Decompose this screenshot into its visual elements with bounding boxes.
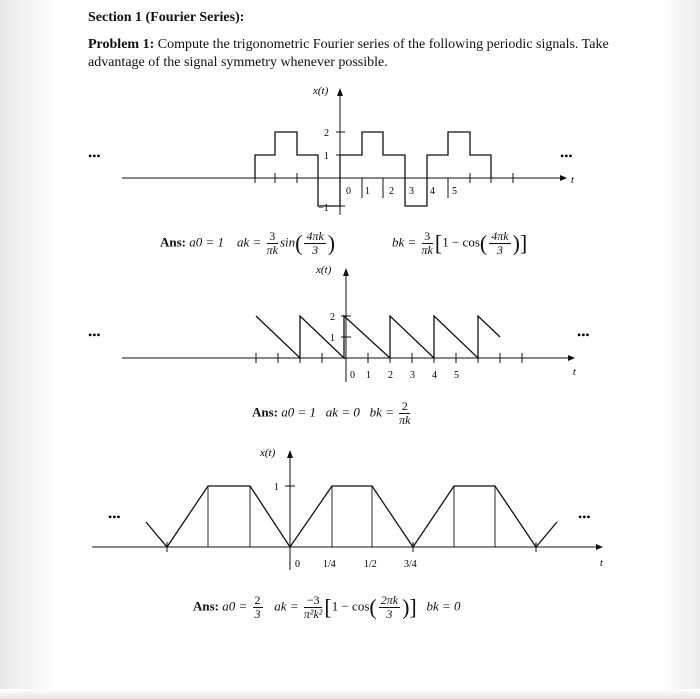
answer-2-bk-lhs: bk = [369, 404, 394, 420]
graph-2-xtick-4: 4 [432, 370, 437, 381]
graph-1-xtick-3: 3 [409, 186, 414, 197]
answer-3-ak-body: 1 − cos [331, 598, 370, 614]
answer-1-label: Ans: [160, 234, 187, 250]
graph-3-xtick-3-4: 3/4 [404, 559, 417, 570]
graph-2-ytick-1: 1 [330, 333, 335, 344]
graph-2-xtick-1: 1 [366, 370, 371, 381]
answer-2 [252, 400, 412, 427]
graph-1-ellipsis-right: ••• [560, 149, 573, 163]
graph-1-xtick-5: 5 [452, 186, 457, 197]
graph-2-sawtooth [0, 262, 700, 392]
graph-1-ytick-1: 1 [324, 151, 329, 162]
answer-3-ak-coef: $\frac{-3}{\text{π²k²}}$ [303, 593, 323, 621]
answer-1-ak-lhs: ak = [237, 234, 262, 250]
problem-statement [88, 36, 628, 72]
graph-1-ellipsis-left: ••• [88, 149, 101, 163]
graph-2-t-arrow [568, 355, 575, 361]
answer-1-bk-lhs: bk = [392, 234, 417, 250]
answer-3-a0-lhs: a0 = [222, 598, 248, 614]
graph-1-t-label: t [571, 175, 574, 186]
graph-1-t-arrow [560, 175, 567, 181]
graph-3-t-label: t [600, 558, 603, 569]
graph-1-y-label: x(t) [313, 85, 329, 97]
graph-3-ytick-1: 1 [274, 482, 279, 493]
graph-1-ytick-neg1: −1 [318, 203, 329, 214]
graph-1-xtick-2: 2 [389, 186, 394, 197]
graph-3-ellipsis-right: ••• [578, 510, 591, 524]
answer-2-bk-coef: $\frac{2}{\pi k}$ [399, 399, 411, 427]
graph-1-xtick-4: 4 [430, 186, 435, 197]
graph-3-xtick-0: 0 [295, 559, 300, 570]
answer-1-ak-coef: $\frac{3}{\pi k}$ [266, 229, 278, 257]
answer-1-bk-body: 1 − cos [442, 234, 480, 250]
graph-2-xtick-5: 5 [454, 370, 459, 381]
problem-label: Problem 1: [88, 37, 155, 52]
graph-1-ytick-2: 2 [324, 128, 329, 139]
graph-3-xtick-1-4: 1/4 [323, 559, 336, 570]
page-shadow-bottom [0, 689, 700, 699]
answer-2-ak: ak = 0 [325, 404, 360, 420]
graph-1-y-arrow [337, 88, 343, 96]
graph-3-y-label: x(t) [260, 447, 276, 459]
answer-3-a0-frac: $\frac{2}{3}$ [254, 593, 261, 621]
answer-3-bk: bk = 0 [426, 598, 461, 614]
answer-3-ak-arg: $\frac{2\pi k}{3}$ [380, 593, 399, 621]
graph-2-y-arrow [343, 268, 349, 276]
answer-1-ak-arg: $\frac{4\pi k}{3}$ [306, 229, 324, 257]
graph-1-xtick-0: 0 [346, 186, 351, 197]
graph-3-trapezoid-wave [0, 438, 700, 578]
answer-1-bk: bk = $\frac{3}{\pi k}$ [1 − cos( $\frac{4\pi k}{3}$ )] [392, 229, 528, 257]
answer-3-ak-lhs: ak = [274, 598, 299, 614]
graph-2-ellipsis-left: ••• [88, 328, 101, 342]
answer-1-bk-coef: $\frac{3}{\pi k}$ [421, 229, 433, 257]
graph-1-square-wave [0, 80, 700, 220]
graph-2-t-label: t [573, 367, 576, 378]
graph-1-xtick-1: 1 [365, 186, 370, 197]
graph-3-t-arrow [596, 544, 603, 550]
graph-2-signal [256, 316, 500, 358]
graph-3-y-arrow [287, 450, 293, 458]
section-title: Section 1 (Fourier Series): [88, 10, 245, 25]
answer-3: Ans: a0 = $\frac{2}{3}$ ak = $\frac{-3}{\text{π²k²}}$ [1 − cos( $\frac{2\pi k}{3}$ )] bk = 0 [193, 593, 461, 621]
graph-2-xtick-3: 3 [410, 370, 415, 381]
answer-2-label: Ans: [252, 404, 279, 420]
graph-2-y-label: x(t) [316, 264, 332, 276]
answer-2-a0: a0 = 1 [281, 404, 317, 420]
graph-2-xtick-2: 2 [388, 370, 393, 381]
answer-1: Ans: a0 = 1 ak = $\frac{3}{\pi k}$ sin( $\frac{4\pi k}{3}$ ) [160, 229, 336, 257]
graph-3-ellipsis-left: ••• [108, 510, 121, 524]
graph-2-ellipsis-right: ••• [577, 328, 590, 342]
answer-1-bk-arg: $\frac{4\pi k}{3}$ [491, 229, 509, 257]
graph-3-xtick-1-2: 1/2 [364, 559, 377, 570]
problem-text: Compute the trigonometric Fourier series of the following periodic signals. Take advantage of the signal symmetry whenever possible. [88, 37, 609, 70]
graph-2-xtick-0: 0 [350, 370, 355, 381]
answer-1-a0: a0 = 1 [189, 234, 225, 250]
answer-1-ak-func: sin [279, 234, 296, 250]
answer-3-label: Ans: [193, 598, 220, 614]
graph-2-ytick-2: 2 [330, 312, 335, 323]
